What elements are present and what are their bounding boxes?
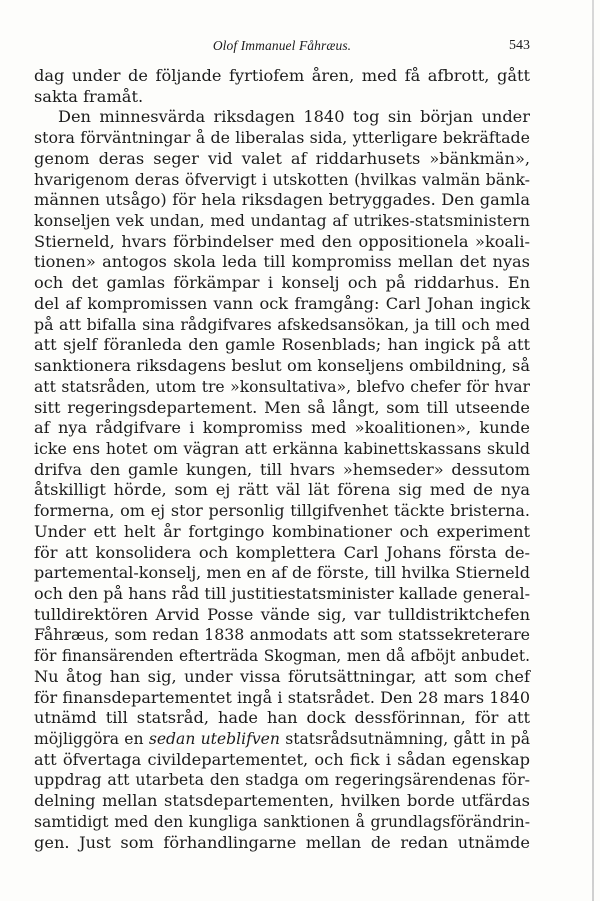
text-line: Fåhræus, som redan 1838 anmodats att som statssekreterare — [34, 625, 530, 645]
text-line: Den minnesvärda riksdagen 1840 tog sin början under — [58, 107, 530, 127]
text-line: männen utsågo) för hela riksdagen betryggades. Den gamla — [34, 190, 530, 210]
text-line: och det gamlas förkämpar i konselj och på riddarhus. En — [34, 273, 530, 293]
text-segment: möjliggöra en — [34, 730, 144, 748]
text-line: uppdrag att utarbeta den stadga om regeringsärendenas för- — [34, 770, 530, 790]
text-line: att sjelf föranleda den gamle Rosenblads; han ingick på att — [34, 335, 530, 355]
text-line: sanktionera riksdagens beslut om konseljens ombildning, så — [34, 356, 530, 376]
text-line: att statsråden, utom tre »konsultativa», blefvo chefer för hvar — [34, 377, 530, 396]
body-text — [34, 66, 530, 853]
text-line: drifva den gamle kungen, till hvars »hemseder» dessutom — [34, 459, 530, 479]
text-line: partemental-konselj, men en af de förste, till hvilka Stierneld — [34, 563, 530, 583]
page-edge-shadow — [592, 0, 594, 901]
text-line: på att bifalla sina rådgifvares afskedsansökan, ja till och med — [34, 314, 530, 334]
page-number: 543 — [509, 38, 530, 53]
text-line: stora förväntningar å de liberalas sida, ytterligare bekräftade — [34, 128, 530, 148]
text-line: sakta framåt. — [34, 86, 144, 106]
text-line: och den på hans råd till justitiestatsminister kallade general- — [34, 583, 530, 603]
text-line: för finansdepartementet ingå i statsrådet. Den 28 mars 1840 — [34, 687, 530, 707]
text-line: sitt regeringsdepartement. Men så långt, som till utseende — [34, 397, 530, 417]
text-line: för finansärenden efterträda Skogman, men då afböjt anbudet. — [34, 647, 530, 666]
text-line: gen. Just som förhandlingarne mellan de redan utnämde — [34, 832, 530, 852]
text-line: genom deras seger vid valet af riddarhusets »bänkmän», — [34, 148, 530, 168]
text-line: af nya rådgifvare i kompromiss med »koalitionen», kunde — [34, 418, 530, 438]
text-line: Under ett helt år fortgingo kombinationer och experiment — [34, 521, 530, 541]
text-line: Nu åtog han sig, under vissa förutsättningar, att som chef — [34, 666, 530, 686]
text-line: för att konsolidera och komplettera Carl Johans första de- — [34, 542, 530, 562]
page-header — [34, 37, 530, 55]
text-line: att öfvertaga civildepartementet, och fick i sådan egenskap — [34, 749, 530, 769]
text-line: åtskilligt hörde, som ej rätt väl lät förena sig med de nya — [34, 480, 530, 500]
text-line: dag under de följande fyrtiofem åren, med få afbrott, gått — [34, 66, 530, 85]
running-title: Olof Immanuel Fåhræus. — [212, 38, 352, 53]
text-line: del af kompromissen vann ock framgång: Carl Johan ingick — [34, 293, 530, 313]
text-line: formerna, om ej stor personlig tillgifvenhet täckte bristerna. — [34, 501, 530, 521]
italic-phrase: sedan uteblifven — [148, 730, 280, 748]
text-line: hvarigenom deras öfvervigt i utskotten (hvilkas valmän bänk- — [34, 169, 530, 189]
text-segment: statsrådsutnämning, gått in på — [285, 730, 530, 748]
text-line: samtidigt med den kungliga sanktionen å grundlagsförändrin- — [34, 812, 530, 831]
text-line: icke ens hotet om vägran att erkänna kabinettskassans skuld — [34, 438, 530, 458]
text-line: tulldirektören Arvid Posse vände sig, var tulldistriktchefen — [34, 604, 530, 624]
text-line: Stierneld, hvars förbindelser med den oppositionela »koali- — [34, 231, 530, 251]
text-line-with-italic — [34, 729, 530, 750]
text-line: delning mellan statsdepartementen, hvilken borde utfärdas — [34, 791, 530, 811]
text-line: konseljen vek undan, med undantag af utrikes-statsministern — [34, 211, 530, 231]
text-line: tionen» antogos skola leda till kompromiss mellan det nyas — [34, 252, 530, 272]
text-line: utnämd till statsråd, hade han dock dessförinnan, för att — [34, 708, 530, 728]
